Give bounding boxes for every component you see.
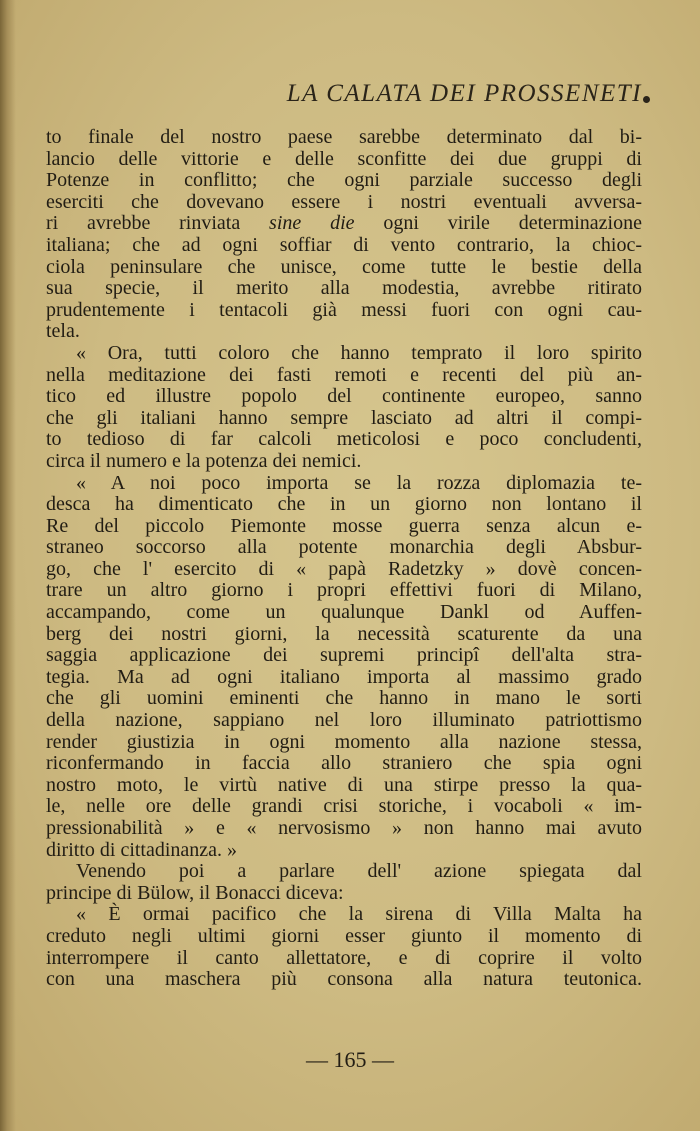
text-line: sua specie, il merito alla modestia, avrebbe ritirato [46,277,642,300]
text-line: trare un altro giorno i propri effettivi fuori di Milano, [46,579,642,602]
text-line: prudentemente i tentacoli già messi fuori con ogni cau- [46,298,642,321]
text-line: che gli italiani hanno sempre lasciato ad altri il compi- [46,406,642,429]
text-line: render giustizia in ogni momento alla nazione stessa, [46,730,642,753]
text-line: riconfermando in faccia allo straniero che spia ogni [46,752,642,775]
text-line: con una maschera più consona alla natura teutonica. [46,968,642,991]
page-number: — 165 — [306,1047,394,1072]
text-line: to finale del nostro paese sarebbe determinato dal bi- [46,126,642,148]
text-line: tico ed illustre popolo del continente europeo, sanno [46,385,642,408]
text-line: accampando, come un qualunque Dankl od Auffen- [46,601,642,624]
text-line: ciola peninsulare che unisce, come tutte le bestie della [46,255,642,278]
text-line: « Ora, tutti coloro che hanno temprato il loro spirito [76,341,642,364]
text-line: che gli uomini eminenti che hanno in mano le sorti [46,687,642,710]
text-line: italiana; che ad ogni soffiar di vento contrario, la chioc- [46,233,642,256]
running-head [287,80,650,108]
running-head-text: LA CALATA DEI PROSSENETI [286,80,642,107]
text-line: go, che l' esercito di « papà Radetzky » dovè concen- [46,557,642,580]
running-head-dot [643,96,650,103]
text-line: desca ha dimenticato che in un giorno non lontano il [46,493,642,516]
body-text [46,127,642,991]
text-line: interrompere il canto allettatore, e di coprire il volto [46,946,642,969]
text-line: « A noi poco importa se la rozza diplomazia te- [76,471,642,494]
text-line: saggia applicazione dei supremi principî dell'alta stra- [46,644,642,667]
page-binding-shadow [0,0,16,1131]
text-line: to tedioso di far calcoli meticolosi e poco concludenti, [46,428,642,451]
text-line: della nazione, sappiano nel loro illuminato patriottismo [46,709,642,732]
text-line: straneo soccorso alla potente monarchia degli Absbur- [46,536,642,559]
text-line: nostro moto, le virtù native di una stirpe presso la qua- [46,773,642,796]
text-line: pressionabilità » e « nervosismo » non hanno mai avuto [46,817,642,839]
text-line: tela. [46,320,80,343]
text-line: berg dei nostri giorni, la necessità scaturente da una [46,622,642,645]
text-line: principe di Bülow, il Bonacci diceva: [46,881,344,904]
text-line: le, nelle ore delle grandi crisi storiche, i vocaboli « im- [46,795,642,818]
text-line: ri avrebbe rinviata sine die ogni virile determinazione [46,212,642,235]
italic-phrase: sine die [269,212,355,235]
text-line: creduto negli ultimi giorni esser giunto il momento di [46,924,642,947]
text-line: nella meditazione dei fasti remoti e recenti del più an- [46,363,642,386]
text-line: Potenze in conflitto; che ogni parziale successo degli [46,169,642,192]
text-line: Re del piccolo Piemonte mosse guerra senza alcun e- [46,514,642,537]
text-line: Venendo poi a parlare dell' azione spiegata dal [76,860,642,883]
text-line: tegia. Ma ad ogni italiano importa al massimo grado [46,665,642,688]
text-line: diritto di cittadinanza. » [46,838,238,861]
text-line: eserciti che dovevano essere i nostri eventuali avversa- [46,190,642,213]
text-line: lancio delle vittorie e delle sconfitte dei due gruppi di [46,147,642,170]
text-line: circa il numero e la potenza dei nemici. [46,449,362,472]
text-line: « È ormai pacifico che la sirena di Villa Malta ha [76,903,642,926]
